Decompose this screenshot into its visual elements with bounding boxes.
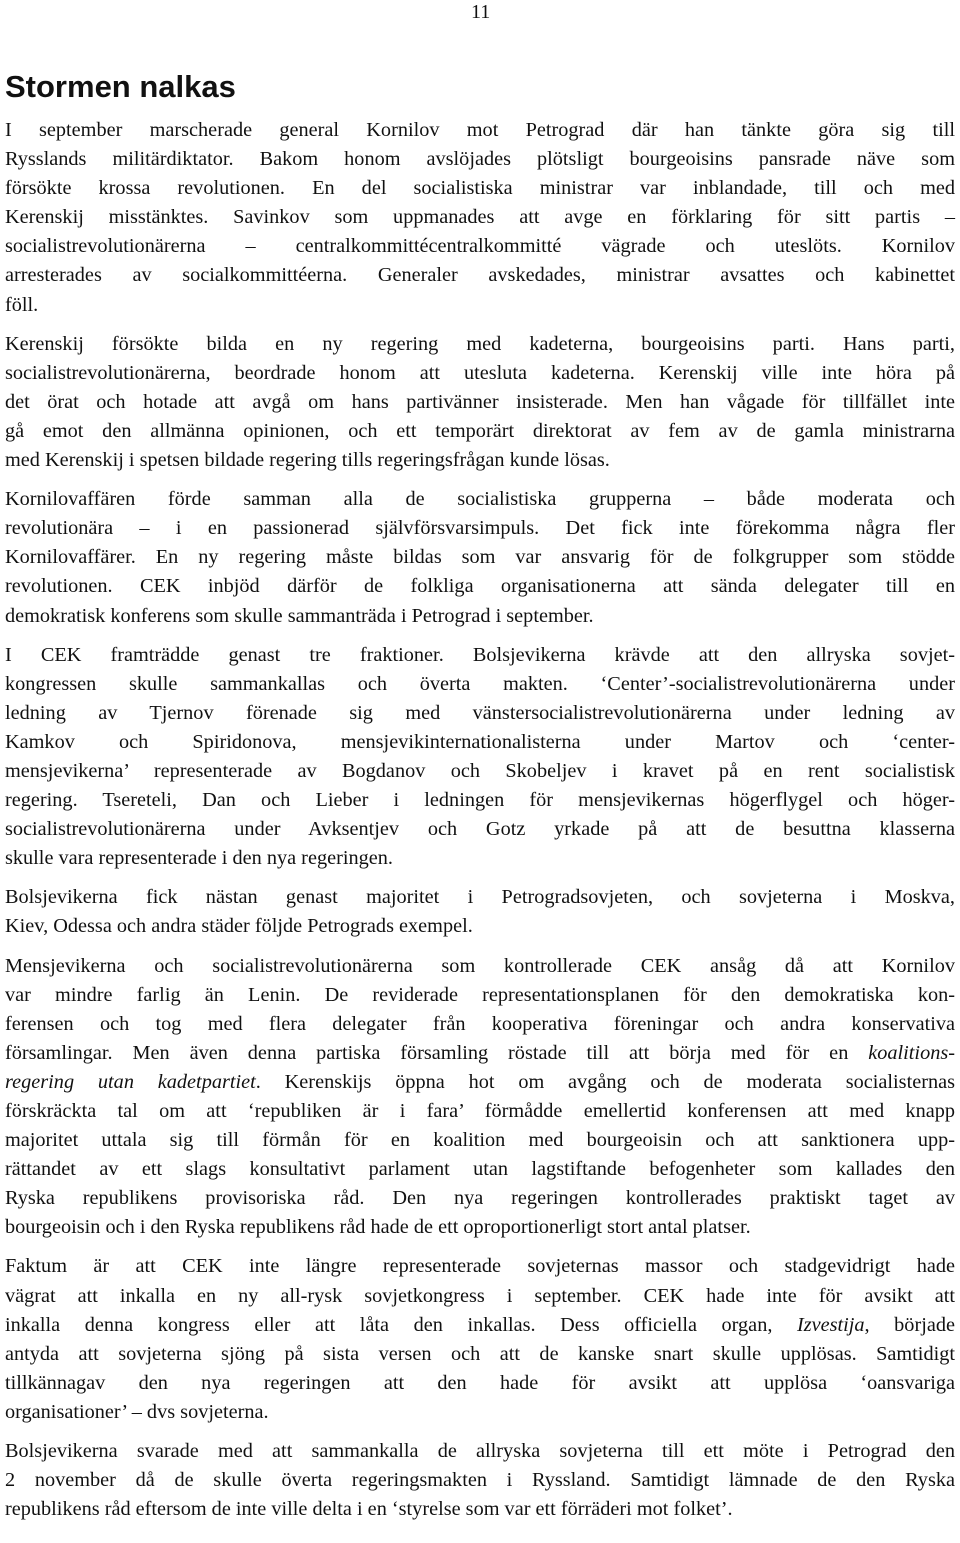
- italic-phrase: koalitions-: [868, 1041, 955, 1064]
- text-line: med Kerenskij i spetsen bildade regering tills regeringsfrågan kunde lösas.: [5, 449, 610, 472]
- text-line: Ryska republikens provisoriska råd. Den nya regeringen kontrollerades praktiskt taget av: [5, 1187, 955, 1210]
- text-line: gå emot den allmänna opinionen, och ett temporärt direktorat av fem av de gamla ministrarna: [5, 419, 955, 442]
- text-line: skulle vara representerade i den nya regeringen.: [5, 847, 393, 870]
- text-run: inkalla denna kongress eller att låta den inkallas. Dess officiella organ,: [5, 1313, 797, 1336]
- text-line: föll.: [5, 293, 39, 316]
- text-line: vägrat att inkalla en ny all-rysk sovjetkongress i september. CEK hade inte för avsikt att: [5, 1284, 955, 1307]
- text-line: det örat och hotade att avgå om hans partivänner insisterade. Men han vågade för tillfället inte: [5, 390, 955, 413]
- text-line: Kiev, Odessa och andra städer följde Petrograds exempel.: [5, 915, 473, 938]
- text-line: demokratisk konferens som skulle sammanträda i Petrograd i september.: [5, 604, 594, 627]
- text-run: , började: [864, 1313, 955, 1336]
- text-line: bourgeoisin och i den Ryska republikens råd hade de ett oproportionerligt stort antal platser.: [5, 1216, 751, 1239]
- text-line: I CEK framträdde genast tre fraktioner. Bolsjevikerna krävde att den allryska sovjet-: [5, 643, 955, 666]
- paragraph-5: [5, 883, 955, 941]
- text-line: Kornilovaffärer. En ny regering måste bildas som var ansvarig för de folkgrupper som stödde: [5, 546, 955, 569]
- text-line: revolutionen. CEK inbjöd därför de folkliga organisationerna att sända delegater till en: [5, 575, 955, 598]
- paragraph-4: [5, 641, 955, 874]
- text-line: tillkännagav den nya regeringen att den hade för avsikt att upplösa ‘oansvariga: [5, 1371, 955, 1394]
- text-line: kongressen skulle sammankallas och överta makten. ‘Center’-socialistrevolutionärerna under: [5, 672, 955, 695]
- text-line: [5, 1311, 955, 1340]
- text-line: organisationer’ – dvs sovjeterna.: [5, 1400, 269, 1423]
- text-line: Bolsjevikerna svarade med att sammankalla de allryska sovjeterna till ett möte i Petrograd den: [5, 1440, 955, 1463]
- text-run: . Kerenskijs öppna hot om avgång och de moderata socialisternas: [255, 1070, 955, 1093]
- text-line: Kornilovaffären förde samman alla de socialistiska grupperna – både moderata och: [5, 488, 955, 511]
- text-line: socialistrevolutionärerna – centralkommittécentralkommitté vägrade och uteslöts. Kornilov: [5, 235, 955, 258]
- text-line: regering. Tsereteli, Dan och Lieber i ledningen för mensjevikernas högerflygel och höger-: [5, 789, 955, 812]
- text-line: I september marscherade general Kornilov mot Petrograd där han tänkte göra sig till: [5, 119, 955, 141]
- text-line: förskräckta tal om att ‘republiken är i fara’ förmådde emellertid konferensen att med knapp: [5, 1100, 955, 1122]
- document-body: [5, 116, 955, 1534]
- text-line: socialistrevolutionärerna, beordrade honom att utesluta kadeterna. Kerenskij ville inte höra på: [5, 361, 955, 384]
- text-line: Faktum är att CEK inte längre representerade sovjeternas massor och stadgevidrigt hade: [5, 1255, 955, 1278]
- text-line: ferensen och tog med flera delegater från kooperativa föreningar och andra konservativa: [5, 1012, 955, 1035]
- text-line: ledning av Tjernov förenade sig med vänstersocialistrevolutionärerna under ledning av: [5, 701, 955, 724]
- text-line: majoritet uttala sig till förmån för en koalition med bourgeoisin och att sanktionera upp-: [5, 1129, 955, 1152]
- italic-phrase: regering utan kadetpartiet: [5, 1070, 256, 1093]
- text-line: arresterades av socialkommittéerna. Generaler avskedades, ministrar avsattes och kabinettet: [5, 264, 955, 287]
- text-line: Kamkov och Spiridonova, mensjevikinternationalisterna under Martov och ‘center-: [5, 730, 955, 753]
- text-line: Kerenskij försökte bilda en ny regering med kadeterna, bourgeoisins parti. Hans parti,: [5, 332, 955, 355]
- text-run: församlingar. Men även denna partiska församling röstade till att börja med för en: [5, 1041, 869, 1064]
- paragraph-1: [5, 116, 955, 320]
- text-line: Mensjevikerna och socialistrevolutionärerna som kontrollerade CEK ansåg då att Kornilov: [5, 954, 955, 977]
- text-line: 2 november då de skulle överta regeringsmakten i Ryssland. Samtidigt lämnade de den Ryska: [5, 1469, 955, 1492]
- text-line: socialistrevolutionärerna under Avksentjev och Gotz yrkade på att de besuttna klasserna: [5, 818, 955, 841]
- paragraph-7: [5, 1252, 955, 1427]
- text-line: antyda att sovjeterna sjöng på sista versen och att de kanske snart skulle upplösas. Samtidigt: [5, 1342, 955, 1365]
- text-line: republikens råd eftersom de inte ville delta i en ‘styrelse som var ett förräderi mot folket’.: [5, 1498, 733, 1521]
- italic-phrase: Izvestija: [796, 1313, 865, 1336]
- text-line: mensjevikerna’ representerade av Bogdanov och Skobeljev i kravet på en rent socialistisk: [5, 759, 955, 782]
- text-line: [5, 1039, 955, 1068]
- paragraph-3: [5, 485, 955, 630]
- text-line: försökte krossa revolutionen. En del socialistiska ministrar var inblandade, till och med: [5, 177, 955, 200]
- text-line: rättandet av ett slags konsultativt parlament utan lagstiftande befogenheter som kallades den: [5, 1158, 955, 1181]
- text-line: Rysslands militärdiktator. Bakom honom avslöjades plötsligt bourgeoisins pansrade näve som: [5, 148, 955, 171]
- text-line: revolutionära – i en passionerad självförsvarsimpuls. Det fick inte förekomma några fler: [5, 517, 955, 540]
- page-title: Stormen nalkas: [5, 69, 236, 104]
- page-number: 11: [471, 1, 491, 23]
- text-line: [5, 1068, 955, 1097]
- text-line: Kerenskij misstänktes. Savinkov som uppmanades att avge en förklaring för sitt partis –: [5, 206, 955, 229]
- paragraph-6: [5, 952, 955, 1243]
- paragraph-2: [5, 330, 955, 475]
- text-line: Bolsjevikerna fick nästan genast majoritet i Petrogradsovjeten, och sovjeterna i Moskva,: [5, 886, 955, 909]
- text-line: var mindre farlig än Lenin. De reviderade representationsplanen för den demokratiska kon-: [5, 983, 955, 1006]
- paragraph-8: [5, 1437, 955, 1524]
